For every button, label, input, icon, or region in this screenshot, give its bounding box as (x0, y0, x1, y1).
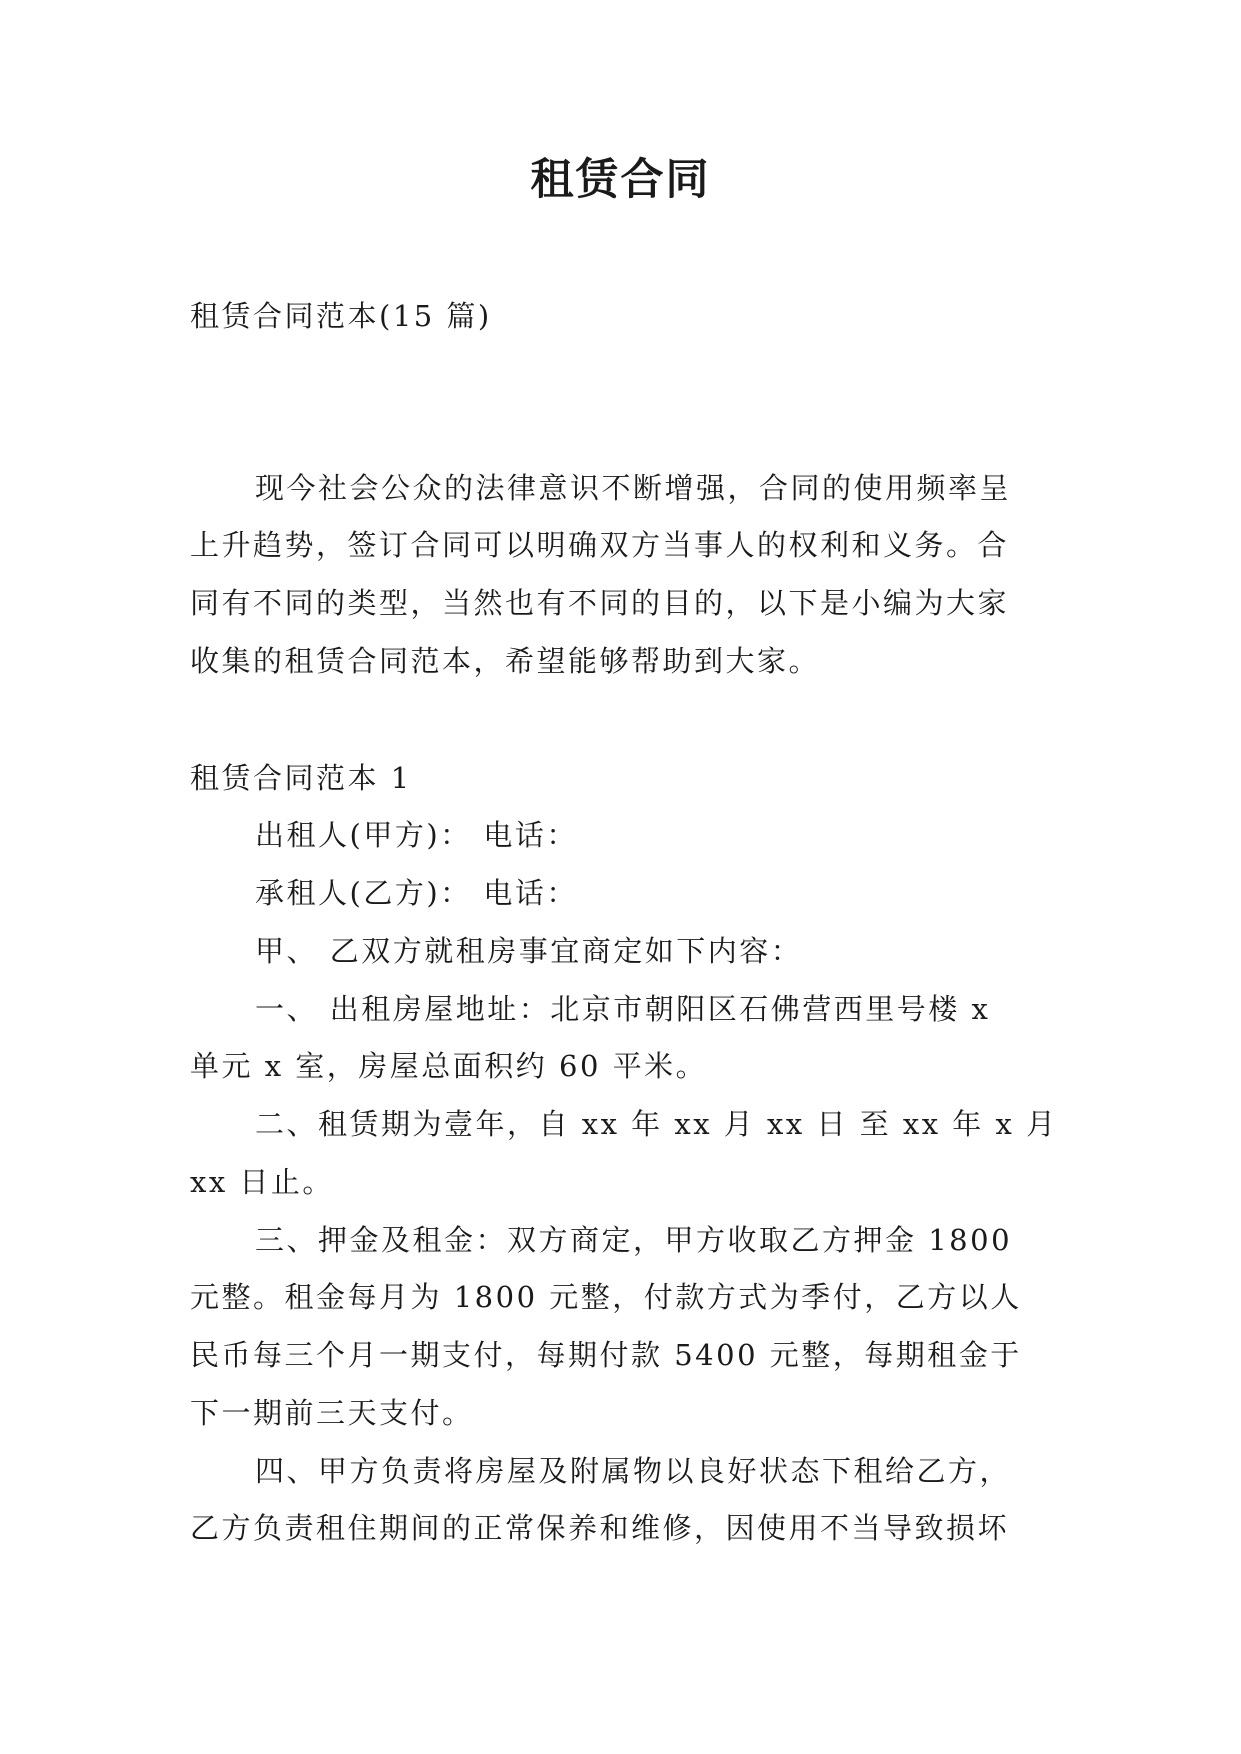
intro-line: 上升趋势，签订合同可以明确双方当事人的权利和义务。合 (190, 528, 1010, 562)
clause-3-line: 下一期前三天支付。 (190, 1396, 474, 1430)
body-line-lessee: 承租人(乙方)： 电话： (255, 876, 578, 910)
clause-4-line: 四、甲方负责将房屋及附属物以良好状态下租给乙方， (255, 1454, 1012, 1488)
clause-1-line: 一、 出租房屋地址：北京市朝阳区石佛营西里号楼 x (255, 992, 991, 1026)
body-line-agreement: 甲、 乙双方就租房事宜商定如下内容： (255, 934, 803, 968)
clause-4-line: 乙方负责租住期间的正常保养和维修，因使用不当导致损坏 (190, 1511, 1010, 1545)
clause-2-line: 二、租赁期为壹年，自 xx 年 xx 月 xx 日 至 xx 年 x 月 (255, 1107, 1058, 1141)
body-line-lessor: 出租人(甲方)： 电话： (255, 818, 578, 852)
clause-1-line: 单元 x 室，房屋总面积约 60 平米。 (190, 1049, 708, 1083)
clause-3-line: 民币每三个月一期支付，每期付款 5400 元整，每期租金于 (190, 1338, 1022, 1372)
intro-line: 同有不同的类型，当然也有不同的目的，以下是小编为大家 (190, 586, 1010, 620)
intro-line: 收集的租赁合同范本，希望能够帮助到大家。 (190, 644, 821, 678)
intro-line: 现今社会公众的法律意识不断增强，合同的使用频率呈 (255, 471, 1012, 505)
clause-3-line: 三、押金及租金：双方商定，甲方收取乙方押金 1800 (255, 1223, 1013, 1257)
document-subtitle: 租赁合同范本(15 篇) (190, 299, 492, 333)
document-title: 租赁合同 (530, 155, 711, 205)
clause-2-line: xx 日止。 (190, 1165, 334, 1199)
clause-3-line: 元整。租金每月为 1800 元整，付款方式为季付，乙方以人 (190, 1280, 1022, 1314)
section-heading: 租赁合同范本 1 (190, 761, 412, 795)
